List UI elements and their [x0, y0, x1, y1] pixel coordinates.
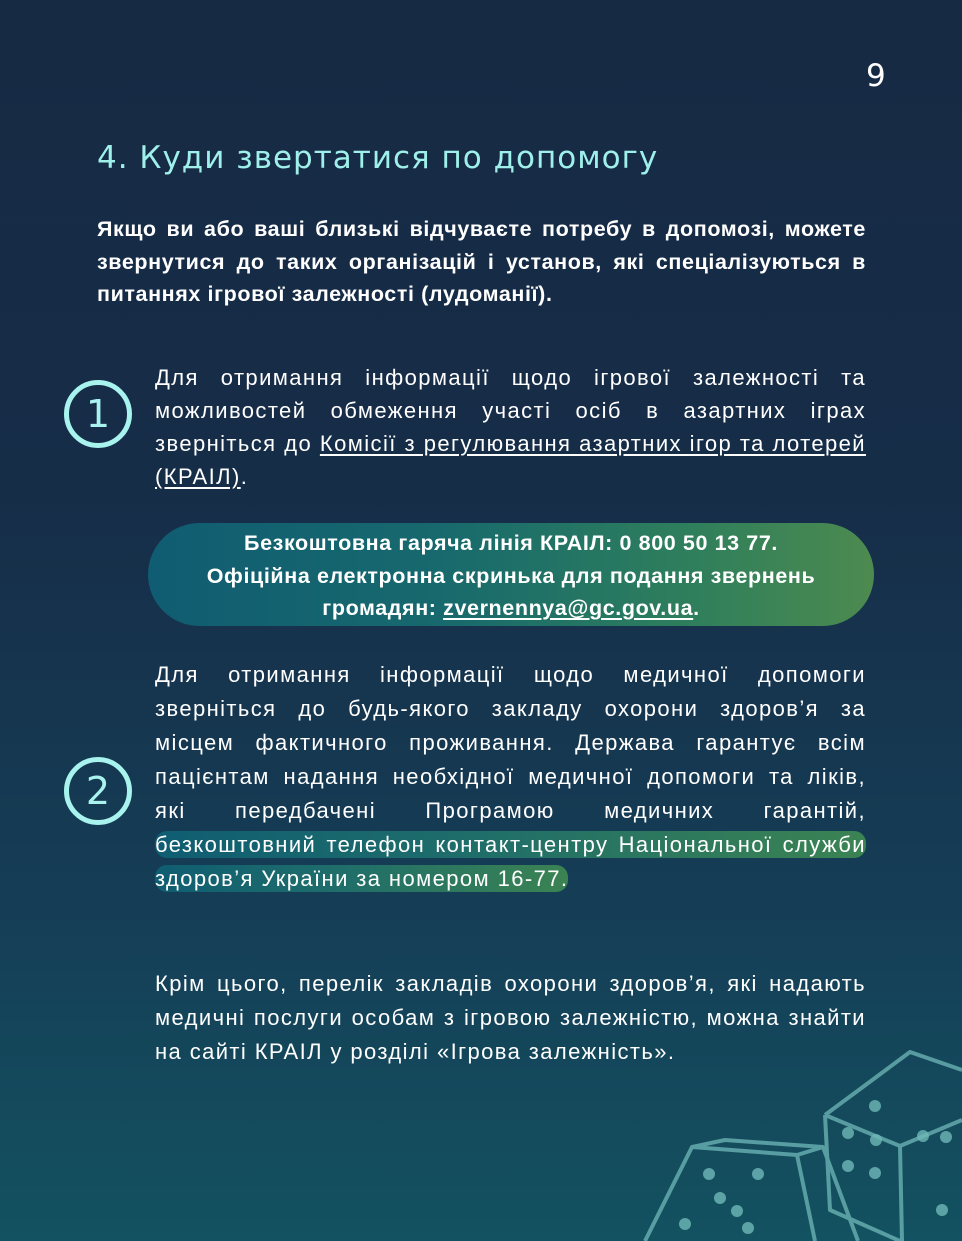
- nszu-highlight: безкоштовний телефон контакт-центру Національної служби здоров’я України за номером 16-77.: [155, 832, 866, 891]
- email-link[interactable]: zvernennya@gc.gov.ua: [443, 596, 694, 620]
- hotline-email-text: Офіційна електронна скринька для подання звернень громадян:: [206, 563, 816, 620]
- hotline-email-line: [148, 560, 874, 625]
- page-number: 9: [866, 58, 886, 94]
- hotline-box: [148, 523, 874, 626]
- item1-text: Для отримання інформації щодо ігрової залежності та можливостей обмеження участі осіб в азартних іграх зверніться до: [155, 365, 866, 456]
- step-number-1: [64, 380, 132, 448]
- item2-paragraph: [155, 658, 866, 896]
- step-number-2: [64, 757, 132, 825]
- item3-paragraph: Крім цього, перелік закладів охорони здоров’я, які надають медичні послуги особам з ігровою залежністю, можна знайти на сайті КРАІЛ у розділі «Ігрова залежність».: [155, 971, 866, 1064]
- hotline-email-end: .: [693, 596, 700, 620]
- step-number-1-label: 1: [85, 392, 111, 436]
- section-title: 4. Куди звертатися по допомогу: [97, 140, 659, 176]
- item2-text: Для отримання інформації щодо медичної допомоги зверніться до будь-якого закладу охорони здоров’я за місцем фактичного проживання. Держава гарантує всім пацієнтам надання необхідної медичної допомоги та ліків, які передбачені Програмою медичних гарантій,: [155, 662, 866, 823]
- dice-icon: [640, 1050, 962, 1241]
- krail-link[interactable]: Комісії з регулювання азартних ігор та лотерей (КРАІЛ): [155, 431, 866, 489]
- item1-paragraph: [155, 361, 866, 493]
- step-number-2-label: 2: [85, 769, 111, 813]
- hotline-phone: Безкоштовна гаряча лінія КРАІЛ: 0 800 50 13 77.: [244, 531, 778, 555]
- intro-paragraph: Якщо ви або ваші близькі відчуваєте потребу в допомозі, можете звернутися до таких організацій і установ, які спеціалізуються в питаннях ігрової залежності (лудоманії).: [97, 217, 866, 306]
- item1-end: .: [240, 464, 249, 489]
